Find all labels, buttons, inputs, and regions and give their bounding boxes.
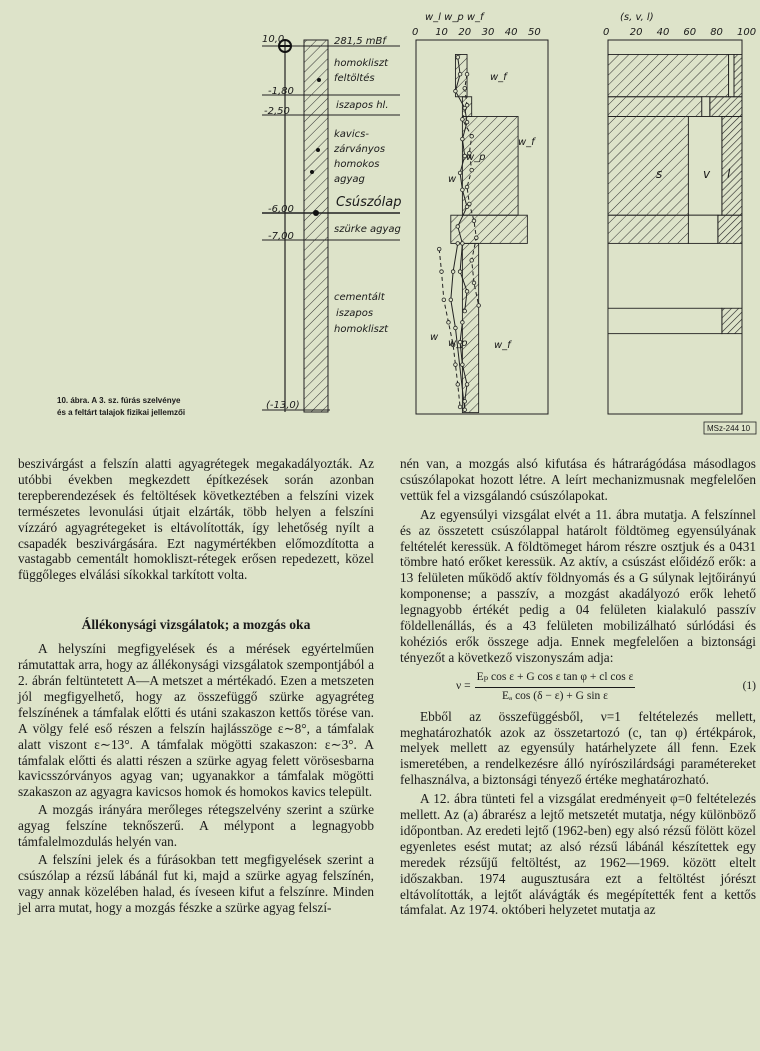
chart2-bar-s — [608, 117, 688, 216]
chart1-point — [463, 408, 467, 412]
layer-label: agyag — [334, 174, 365, 185]
layer-label: iszapos — [336, 308, 374, 319]
chart1-point — [458, 72, 462, 76]
chart1-point — [461, 321, 465, 325]
chart2-tick: 0 — [603, 27, 610, 38]
figure-caption-line2: és a feltárt talajok fizikai jellemzői — [57, 408, 186, 417]
chart1-point — [458, 405, 462, 409]
chart1-point — [463, 87, 467, 91]
chart1-point — [465, 120, 469, 124]
chart2-bar-l — [722, 308, 742, 333]
chart2-bar-v — [608, 308, 722, 333]
layer-label: szürke agyag — [334, 224, 401, 235]
chart1-hatch-band — [462, 243, 478, 412]
formula-denominator: Eₐ cos (δ − ε) + G sin ε — [502, 689, 608, 702]
chart1-point — [463, 309, 467, 313]
chart1-point — [472, 281, 476, 285]
chart1-curve-label: w_f — [518, 137, 535, 148]
chart1-point — [461, 363, 465, 367]
chart2-bar-v — [688, 117, 722, 216]
chart1-point — [461, 137, 465, 141]
chart1-point — [468, 202, 472, 206]
chart1-hatch-band — [451, 215, 528, 243]
right-paragraph-3: Ebből az összefüggésből, ν=1 feltételezés mellett, meghatározhatók azok az összetartozó (c, tan φ) értékpárok, melyek mellett az egyensúly határhelyzete áll fenn. Ezek ismeretében, a rendelkezésre álló nyírószilárdsági paramétereket felhasználva, a biztonsági tényező értéke meghatározható. — [400, 708, 756, 788]
chart1-point — [477, 304, 481, 308]
chart1-point — [451, 270, 455, 274]
chart1-curve-label: w_f — [494, 340, 511, 351]
chart1-point — [447, 321, 451, 325]
borehole-figure — [0, 0, 760, 452]
chart2-bar-l — [710, 97, 742, 117]
chart1-tick: 10 — [435, 27, 448, 38]
chart1-tick: 0 — [412, 27, 419, 38]
safety-factor-formula — [400, 670, 756, 705]
chart1-point — [437, 247, 441, 251]
chart1-point — [465, 383, 469, 387]
chart2-bar-s — [608, 97, 702, 117]
right-paragraph-1: nén van, a mozgás alsó kifutása és hátrarágódása másodlagos csúszólapokat hozott létre. A leírt mechanizmusnak megfelelően vettük fel a vizsgálandó csúszólapokat. — [400, 456, 756, 503]
section-heading: Állékonysági vizsgálatok; a mozgás oka — [81, 617, 311, 633]
depth-label: -7,00 — [268, 231, 294, 242]
depth-label: (-13,0) — [266, 400, 300, 411]
chart2-tick: 20 — [629, 27, 643, 38]
chart1-curve-label: w_p — [448, 338, 468, 349]
chart1-point — [449, 298, 453, 302]
chart1-header: w_l w_p w_f — [425, 12, 484, 23]
formula-lhs: ν = — [456, 680, 471, 693]
chart1-point — [465, 72, 469, 76]
chart1-point — [456, 225, 460, 229]
left-paragraph-1: beszivárgást a felszín alatti agyagrétegek megakadályozták. Az utóbbi években megkezdett építkezések során azonban terepberendezések és feltöltések következtében a felszíni vizek természetes levonulási útjait elzárták, több helyen a felszíni vízzáró agyagrétegeket is eltávolították, így lehetőség nyílt a csapadék beszivárgására. Ezt nagymértékben előmozdította a vastagabb cementált homokliszt-rétegek erősen repedezett, közel függőleges elválási síkokkal tarkított volta. — [18, 456, 374, 583]
chart2-bar-s — [608, 54, 729, 96]
chart1-point — [454, 363, 458, 367]
chart1-point — [454, 89, 458, 93]
chart2-region-label: l — [727, 167, 731, 181]
elevation-label: 281,5 mBf — [334, 36, 386, 47]
chart1-tick: 30 — [481, 27, 495, 38]
composition-chart — [603, 12, 756, 414]
chart1-point — [458, 171, 462, 175]
depth-label: -2,50 — [264, 106, 290, 117]
layer-label: Csúszólap — [336, 195, 402, 210]
layer-label: kavics- — [334, 129, 369, 140]
layer-label: cementált — [334, 292, 385, 303]
formula-numerator: Eₚ cos ε + G cos ε tan φ + cl cos ε — [475, 670, 636, 688]
chart2-bar-v — [729, 54, 734, 96]
chart1-point — [463, 400, 467, 404]
chart1-point — [458, 270, 462, 274]
chart2-bar-l — [734, 54, 742, 96]
chart1-tick: 20 — [458, 27, 472, 38]
chart1-point — [475, 236, 479, 240]
chart1-curve-label: w_p — [466, 152, 486, 163]
chart2-tick: 40 — [656, 27, 670, 38]
chart2-region-label: s — [656, 167, 663, 181]
chart2-tick: 80 — [710, 27, 723, 38]
chart1-point — [470, 168, 474, 172]
chart1-curve-label: w_f — [490, 72, 507, 83]
chart1-point — [440, 270, 444, 274]
chart2-bar-s — [608, 215, 688, 243]
depth-label: -1,80 — [268, 86, 294, 97]
figure-code: MSz-244 10 — [707, 424, 751, 433]
chart1-curve-label: w — [448, 174, 457, 185]
chart1-tick: 40 — [504, 27, 518, 38]
layer-label: zárványos — [334, 144, 386, 155]
layer-label: homokliszt — [334, 324, 389, 335]
chart1-point — [461, 188, 465, 192]
chart1-point — [442, 298, 446, 302]
layer-label: homokliszt — [334, 58, 389, 69]
left-paragraph-3: A mozgás irányára merőleges rétegszelvény szerint a szürke agyag felszíne teknőszerű. A mélypont a legnagyobb támfalelmozdulás helyén van. — [18, 802, 374, 850]
left-paragraph-4: A felszíni jelek és a fúrásokban tett megfigyelések szerint a csúszólap a rézsű lábánál fut ki, majd a szürke agyag felszínén, vagy annak közelében halad, és íveseen kifut a felszínre. Minden jel arra mutat, hogy a mozgás fészke a szürke agyag felszí- — [18, 851, 374, 915]
chart1-point — [456, 55, 460, 59]
right-paragraph-2: Az egyensúlyi vizsgálat elvét a 11. ábra mutatja. A felszínnel és az összetett csúszólappal határolt földtömeg egyensúlyának feltételét keressük. A földtömeget három részre osztjuk és a 0431 tömbre ható erőket keressük. Az aktív, a csúszást előidéző erők: a 13 felületen működő aktív földnyomás és a G súlynak lejtőirányú komponense; a passzív, a mozgást akadályozó erők lehető legnagyobb értékét pedig a 04 felületen kialakuló passzív földellenállás, és a 43 felületen mobilizálható súrlódási és kohéziós erők összege adja. Ennek megfelelően a biztonsági tényezőt a következő viszonyszám adja: — [400, 506, 756, 665]
left-paragraph-2: A helyszíni megfigyelések és a mérések egyértelműen rámutattak arra, hogy az állékonysági vizsgálatok szempontjából a 2. ábrán feltüntetett A—A metszet a mértékadó. Ezen a metszeten jól megfigyelhető, hogy az összefüggő szürke agyagréteg felszínének a támfalak előtti és utáni szakaszon kettős törése van. A völgy felé eső részen a felszín hajlásszöge ε∼8°, a támfalak alatt viszont ε∼13°. A támfalak mögötti szakaszon: ε∼3°. A támfalak előtti és alatti részen a szürke agyag felett vörösesbarna kavicsszórványos agyag van; ugyanakkor a támfalak mögötti szakaszon az agyagra kavicsos homok és homokos kavics települt. — [18, 641, 374, 800]
chart1-point — [470, 134, 474, 138]
chart1-curve-label: w — [430, 332, 439, 343]
depth-label: 10,0 — [262, 34, 285, 45]
layer-label: homokos — [334, 159, 380, 170]
left-column — [18, 456, 374, 916]
chart2-bar-v — [702, 97, 710, 117]
chart1-point — [461, 118, 465, 122]
chart2-tick: 60 — [683, 27, 697, 38]
chart2-bar-v — [688, 215, 717, 243]
chart2-tick: 100 — [737, 27, 757, 38]
chart1-point — [461, 242, 465, 246]
chart2-header: (s, v, l) — [620, 12, 654, 23]
water-content-chart — [412, 12, 548, 414]
chart1-point — [465, 103, 469, 107]
depth-label: -6,00 — [268, 204, 294, 215]
right-column — [400, 456, 756, 918]
chart2-bar-l — [718, 215, 742, 243]
borehole-log — [262, 34, 401, 412]
chart1-point — [470, 259, 474, 263]
chart1-point — [456, 242, 460, 246]
layer-label: iszapos hl. — [336, 100, 389, 111]
layer-label: feltöltés — [334, 73, 375, 84]
figure-caption-line1: 10. ábra. A 3. sz. fúrás szelvénye — [57, 396, 181, 405]
right-paragraph-4: A 12. ábra tünteti fel a vizsgálat eredményeit φ=0 feltételezés mellett. Az (a) ábrarész a lejtő metszetét mutatja, négy különböző időpontban. Az eredeti lejtő (1962-ben) egy alsó rézsű fölött közel egyenletes esést mutat; az alsó rézsű lábánál készítettek egy meredek rézsűjű feltöltést, az 1962—1969. között eltelt időszakban. 1974 augusztusára ezt a feltöltést jórészt eltávolították, a lejtőt alávágták és megépítették fent a kettős támfalat. Az 1974. októberi helyzetet mutatja az — [400, 791, 756, 918]
chart1-point — [456, 383, 460, 387]
chart1-point — [454, 326, 458, 330]
chart1-hatch-band — [462, 117, 518, 216]
chart1-point — [465, 290, 469, 294]
chart1-point — [465, 185, 469, 189]
chart2-region-label: v — [703, 167, 711, 181]
chart1-tick: 50 — [528, 27, 541, 38]
chart2-bar-l — [722, 117, 742, 216]
formula-number: (1) — [742, 680, 756, 693]
chart1-point — [472, 219, 476, 223]
